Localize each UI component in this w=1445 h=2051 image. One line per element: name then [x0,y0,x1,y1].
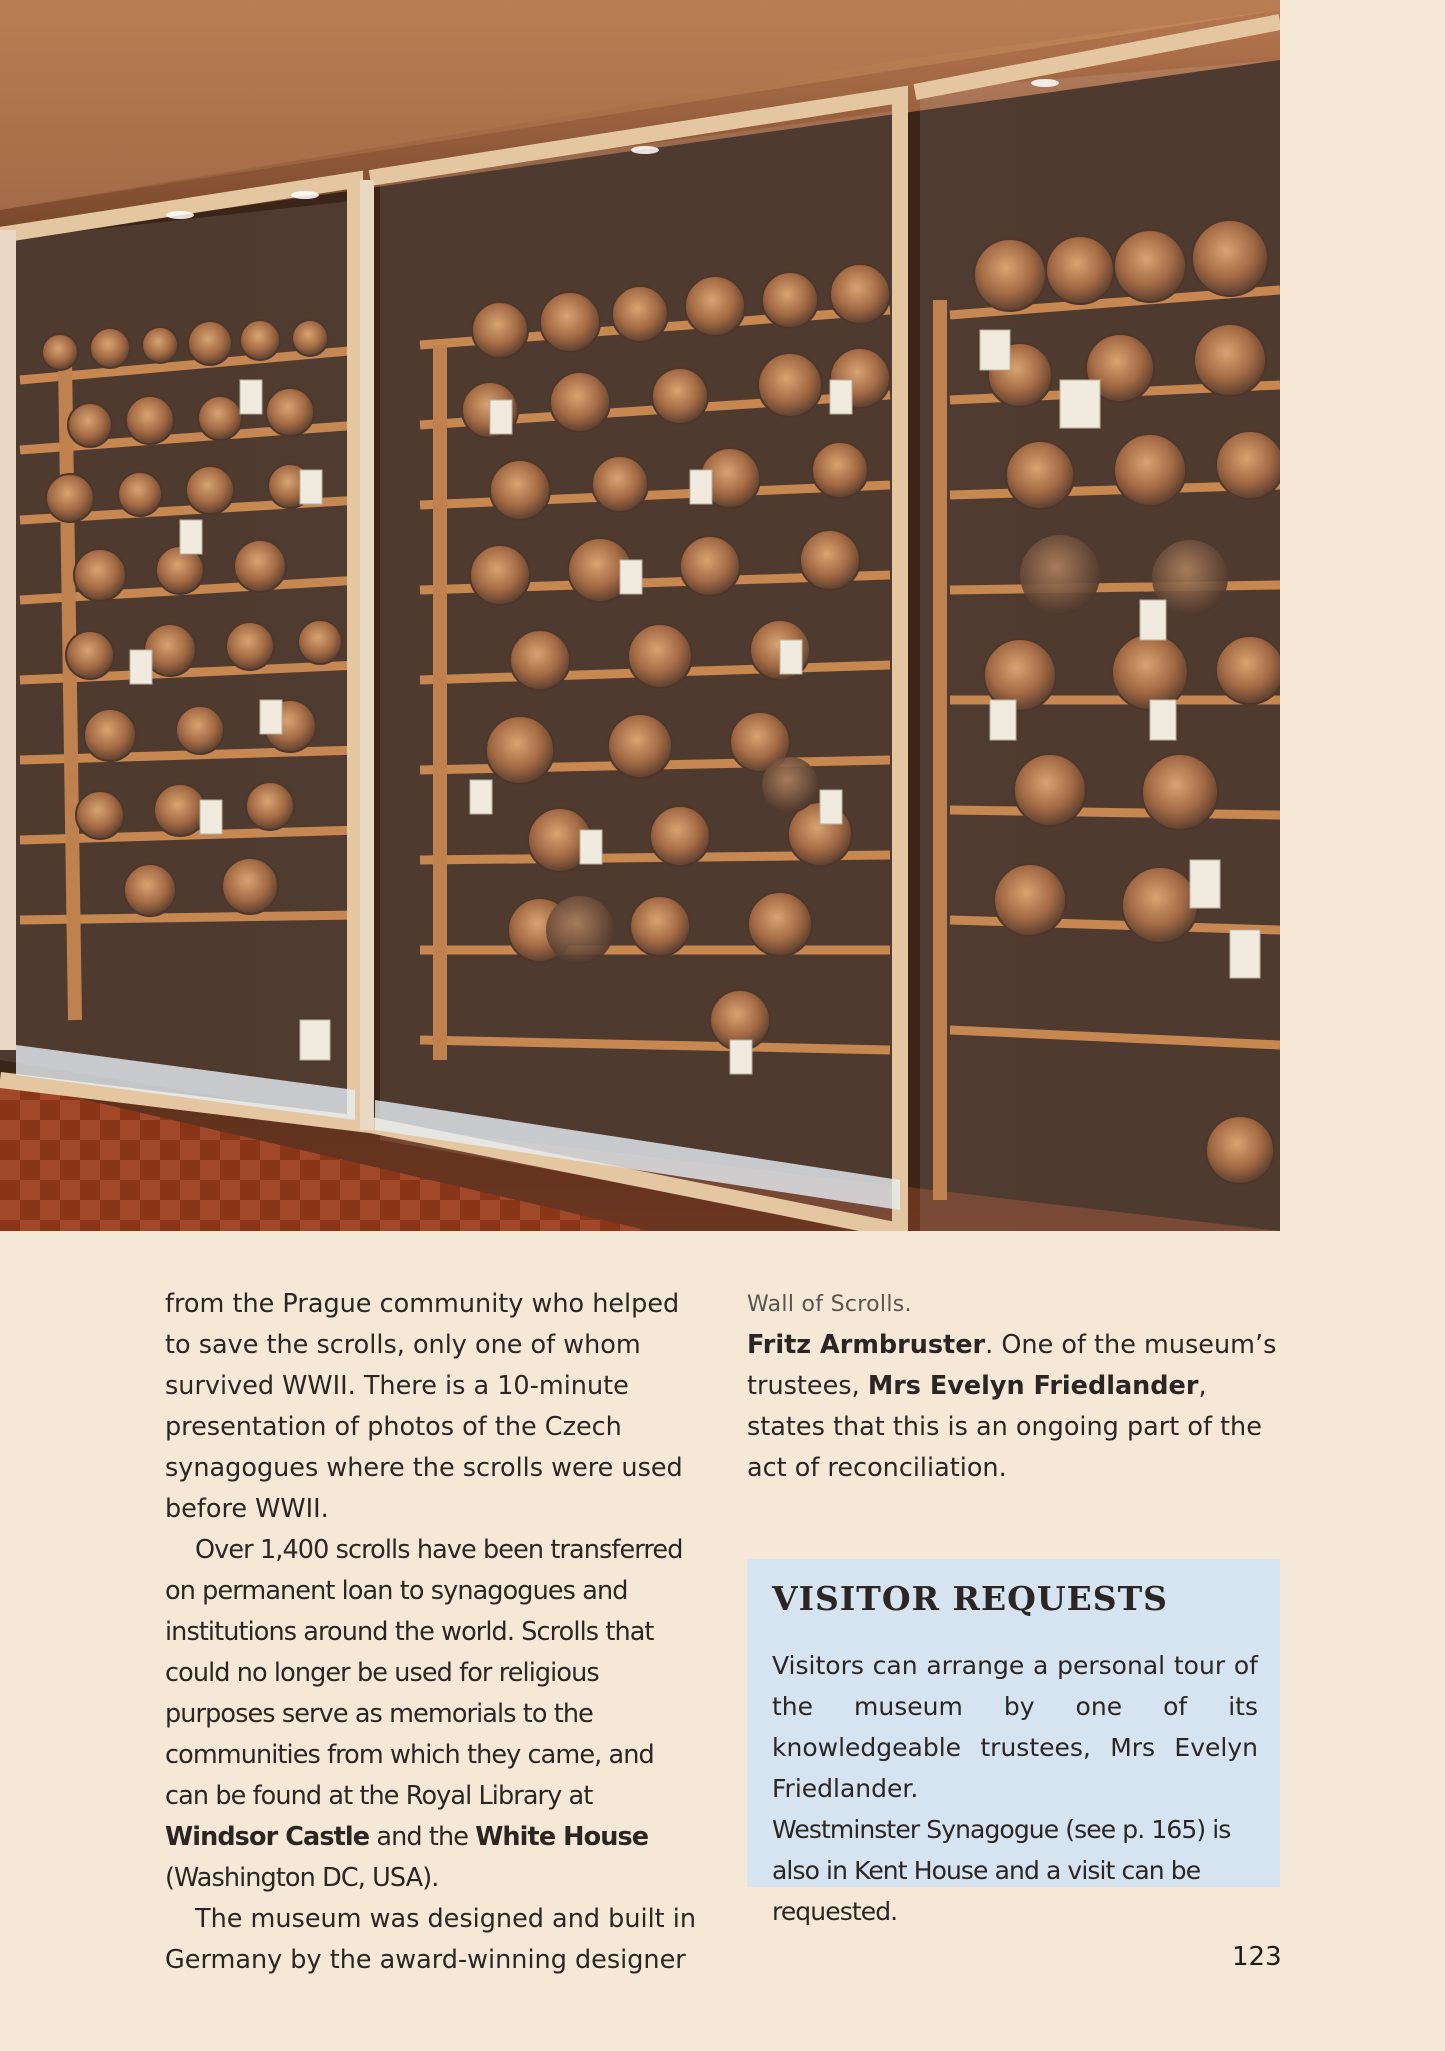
left-text-column [165,1284,700,1981]
visitor-requests-box [747,1559,1280,1926]
scrolls-loan-text: Over 1,400 scrolls have been transferred on permanent loan to synagogues and institutions around the world. Scrolls that could no longer be used for religious purposes serve as memorials to the communities from which they came, and can be found at the Royal Library at [165,1535,683,1811]
paragraph-museum-design: The museum was designed and built in Germany by the award-winning designer [165,1904,697,1975]
paragraph-prague-community: from the Prague community who helped to save the scrolls, only one of whom survived WWII. There is a 10-minute presentation of photos of the Czech synagogues where the scrolls were used before WWII. [165,1289,683,1524]
photo-caption: Wall of Scrolls. [747,1292,912,1317]
washington-text: (Washington DC, USA). [165,1863,439,1893]
visitor-requests-title: VISITOR REQUESTS [772,1579,1168,1618]
right-text-column [747,1284,1280,1489]
evelyn-friedlander-text: Mrs Evelyn Friedlander [867,1371,1199,1401]
reconciliation-text: , states that this is an ongoing part of the act of reconciliation. [747,1371,1262,1483]
trustees-text: . One of the museum’s trustees, [747,1330,1277,1401]
fritz-armbruster-text: Fritz Armbruster [747,1330,986,1360]
visitor-requests-tour: Visitors can arrange a personal tour of the museum by one of its knowledgeable trustees, Mrs Evelyn Friedlander. [772,1651,1258,1803]
page-number: 123 [1232,1942,1282,1972]
white-house-text: White House [475,1822,649,1852]
windsor-castle-text: Windsor Castle [165,1822,370,1852]
and-the-text: and the [369,1822,476,1852]
paragraph-trustees [747,1325,1280,1489]
paragraph-scrolls-loan [165,1530,700,1899]
visitor-requests-westminster: Westminster Synagogue (see p. 165) is also in Kent House and a visit can be requested. [772,1815,1231,1926]
